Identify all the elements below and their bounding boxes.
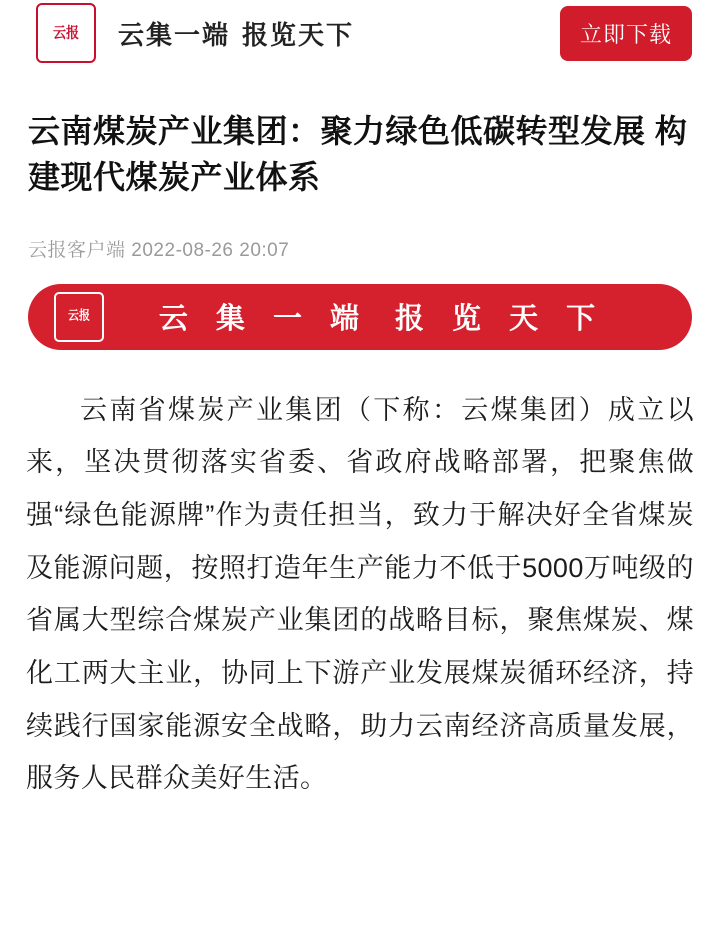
- brand-title-right: 报览天下: [242, 19, 355, 50]
- article-meta: [28, 235, 692, 262]
- banner-slogan: [104, 296, 666, 337]
- banner-seal-icon: [54, 292, 104, 342]
- article-timestamp: 2022-08-26 20:07: [131, 239, 290, 261]
- brand-seal-icon: [36, 3, 96, 63]
- promo-banner: [28, 284, 692, 350]
- article-body: 云南省煤炭产业集团（下称：云煤集团）成立以来，坚决贯彻落实省委、省政府战略部署，把聚焦做强“绿色能源牌”作为责任担当，致力于解决好全省煤炭及能源问题，按照打造年生产能力不低于5000万吨级的省属大型综合煤炭产业集团的战略目标，聚焦煤炭、煤化工两大主业，协同上下游产业发展煤炭循环经济，持续践行国家能源安全战略，助力云南经济高质量发展，服务人民群众美好生活。: [26, 394, 694, 794]
- download-button[interactable]: 立即下载: [560, 6, 692, 61]
- app-header: [0, 0, 720, 62]
- page-title: 云南煤炭产业集团：聚力绿色低碳转型发展 构建现代煤炭产业体系: [28, 113, 688, 196]
- banner-slogan-left: 云 集 一 端: [158, 303, 369, 336]
- brand-title-left: 云集一端: [118, 19, 231, 50]
- brand-title: [118, 15, 354, 52]
- article-source: 云报客户端: [28, 239, 126, 261]
- banner-slogan-right: 报 览 天 下: [395, 303, 606, 336]
- brand-seal-text: 云报: [52, 23, 79, 42]
- banner-seal-text: 云报: [68, 308, 90, 323]
